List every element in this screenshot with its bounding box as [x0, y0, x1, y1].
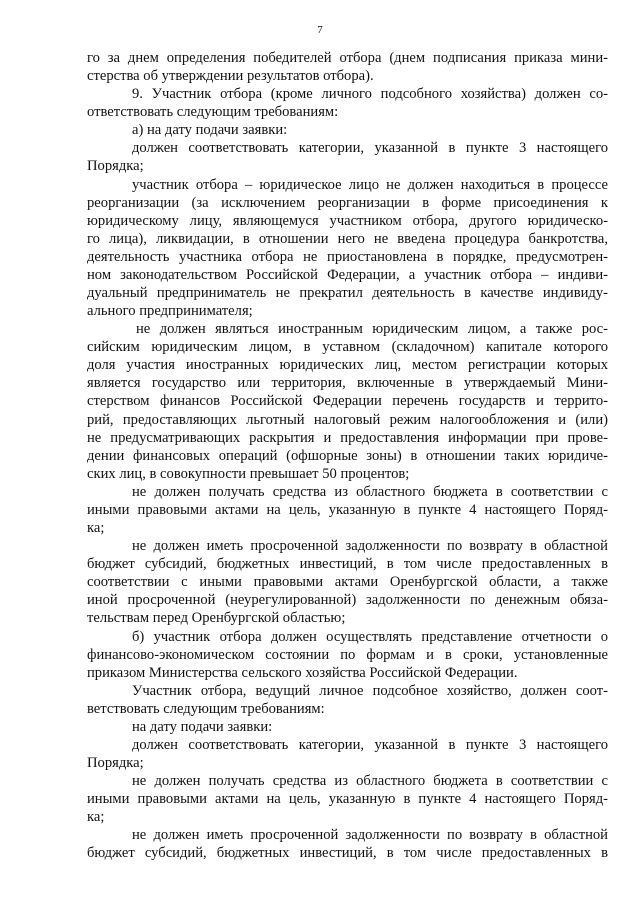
text-line: иными правовыми актами на цель, указанную в пункте 4 настоящего Поряд- [87, 791, 608, 808]
text-line: не должен получать средства из областного бюджета в соответствии с [132, 483, 608, 500]
text-line: деятельность участника отбора не приостановлена в порядке, предусмотрен- [87, 248, 608, 265]
text-line: приказом Министерства сельского хозяйства Российской Федерации. [87, 664, 518, 681]
text-line: ном законодательством Российской Федерации, а участник отбора – индиви- [87, 266, 608, 283]
text-line: Порядка; [87, 158, 144, 175]
text-line: дуальный предприниматель не прекратил деятельность в качестве индивиду- [87, 285, 608, 302]
text-line: б) участник отбора должен осуществлять представление отчетности о [132, 628, 608, 645]
text-line: не должен иметь просроченной задолженности по возврату в областной [132, 827, 608, 844]
document-body [87, 49, 608, 863]
text-line: соответствии с иными правовыми актами Оренбургской области, а также [87, 574, 608, 591]
text-line: дении финансовых операций (офшорные зоны) в отношении таких юридиче- [87, 447, 608, 464]
text-line: бюджет субсидий, бюджетных инвестиций, в том числе предоставленных в [87, 556, 608, 573]
text-line: не должен являться иностранным юридическим лицом, а также рос- [136, 321, 608, 338]
text-line: ка; [87, 520, 105, 537]
text-line: реорганизации (за исключением реорганизации в форме присоединения к [87, 194, 608, 211]
text-line: ветствовать следующим требованиям: [87, 700, 325, 717]
text-line: иной просроченной (неурегулированной) задолженности по денежным обяза- [87, 592, 608, 609]
text-line: не предусматривающих раскрытия и предоставления информации при прове- [87, 429, 608, 446]
text-line: а) на дату подачи заявки: [132, 122, 288, 139]
text-line: тельствам перед Оренбургской областью; [87, 610, 346, 627]
text-line: Участник отбора, ведущий личное подсобное хозяйство, должен соот- [132, 682, 608, 699]
text-line: является государство или территория, включенные в утверждаемый Мини- [87, 375, 608, 392]
text-line: рий, предоставляющих льготный налоговый режим налогообложения и (или) [87, 411, 608, 428]
text-line: ка; [87, 809, 105, 826]
text-line: не должен получать средства из областного бюджета в соответствии с [132, 773, 608, 790]
text-line: го за днем определения победителей отбора (днем подписания приказа мини- [87, 50, 608, 66]
text-line: не должен иметь просроченной задолженности по возврату в областной [132, 538, 608, 555]
text-line: юридическому лицу, являющемуся участником отбора, другого юридическо- [87, 212, 608, 229]
text-line: 9. Участник отбора (кроме личного подсобного хозяйства) должен со- [132, 86, 608, 103]
text-line: финансово-экономическом состоянии по формам и в сроки, установленные [87, 646, 608, 663]
text-line: должен соответствовать категории, указанной в пункте 3 настоящего [132, 736, 608, 753]
text-line: сийским юридическим лицом, в уставном (складочном) капитале которого [87, 339, 608, 356]
text-line: доля участия иностранных юридических лиц, местом регистрации которых [87, 357, 608, 374]
text-line: бюджет субсидий, бюджетных инвестиций, в том числе предоставленных в [87, 845, 608, 862]
text-line: должен соответствовать категории, указанной в пункте 3 настоящего [132, 140, 608, 157]
text-line: го лица), ликвидации, в отношении него не введена процедура банкротства, [87, 230, 608, 247]
text-line: участник отбора – юридическое лицо не должен находиться в процессе [132, 176, 608, 193]
text-line: ответствовать следующим требованиям: [87, 104, 339, 121]
text-line: стерства об утверждении результатов отбора). [87, 68, 374, 85]
text-line: ального предпринимателя; [87, 303, 253, 320]
page-number: 7 [317, 24, 323, 36]
text-line: Порядка; [87, 755, 144, 772]
text-line: на дату подачи заявки: [132, 718, 273, 735]
text-line: ских лиц, в совокупности превышает 50 процентов; [87, 465, 410, 482]
text-line: стерством финансов Российской Федерации перечень государств и террито- [87, 393, 608, 410]
text-line: иными правовыми актами на цель, указанную в пункте 4 настоящего Поряд- [87, 501, 608, 518]
